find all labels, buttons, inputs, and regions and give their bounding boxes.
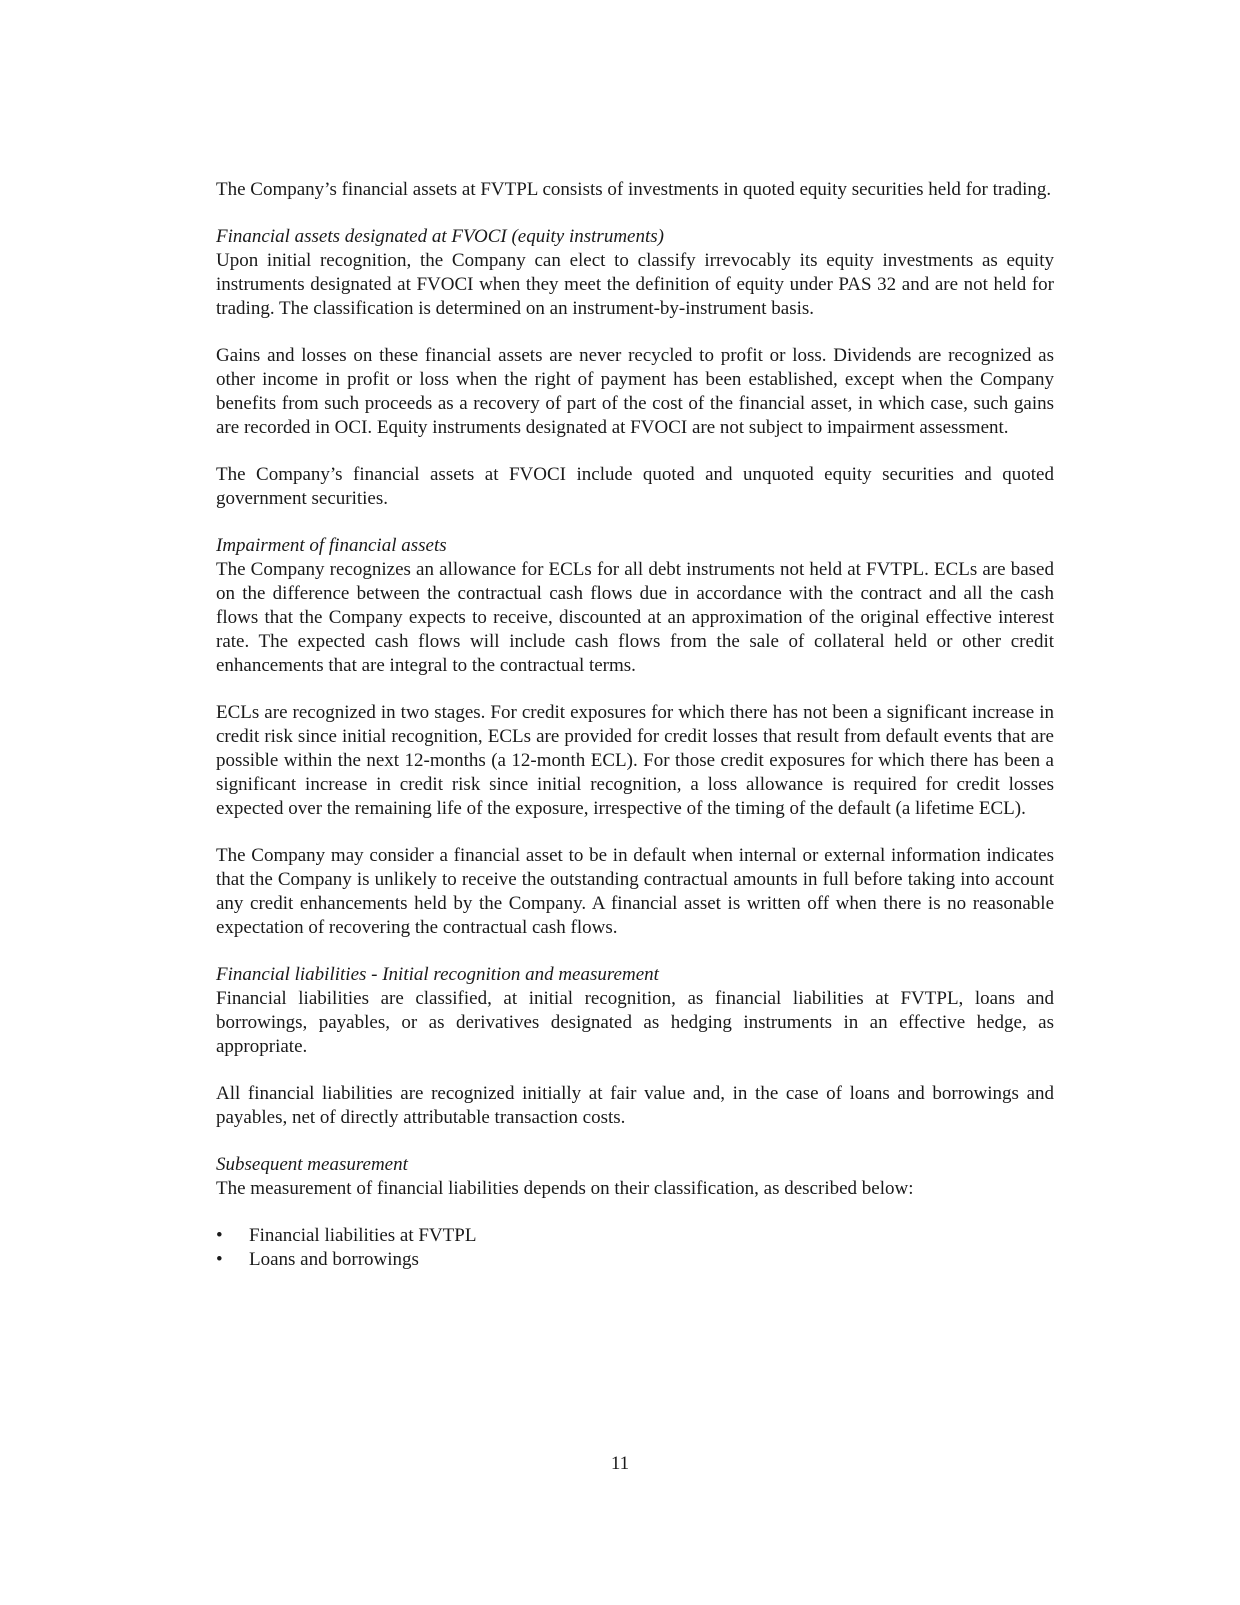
- bullet-icon: •: [216, 1225, 223, 1246]
- heading-impairment: Impairment of financial assets: [216, 535, 447, 556]
- bullet-list: [216, 1224, 1054, 1272]
- paragraph-liabilities-classification: Financial liabilities are classified, at initial recognition, as financial liabilities at FVTPL, loans and borrowings, payables, or as derivatives designated as hedging instruments in an effective hedge, as appropriate.: [216, 988, 1054, 1057]
- section-fvoci: [216, 225, 1054, 321]
- paragraph-fvoci-recognition: Upon initial recognition, the Company can elect to classify irrevocably its equity investments as equity instruments designated at FVOCI when they meet the definition of equity under PAS 32 and are not held for trading. The classification is determined on an instrument-by-instrument basis.: [216, 250, 1054, 319]
- section-liabilities: [216, 963, 1054, 1059]
- page-number: 11: [610, 1453, 630, 1474]
- paragraph-impairment-stages: ECLs are recognized in two stages. For credit exposures for which there has not been a significant increase in credit risk since initial recognition, ECLs are provided for credit losses that result from default events that are possible within the next 12-months (a 12-month ECL). For those credit exposures for which there has been a significant increase in credit risk since initial recognition, a loss allowance is required for credit losses expected over the remaining life of the exposure, irrespective of the timing of the default (a lifetime ECL).: [216, 702, 1054, 819]
- paragraph-fvtpl-assets: The Company’s financial assets at FVTPL consists of investments in quoted equity securities held for trading.: [216, 179, 1052, 200]
- paragraph-fvoci-assets: The Company’s financial assets at FVOCI include quoted and unquoted equity securities and quoted government securities.: [216, 464, 1054, 509]
- section-impairment: [216, 534, 1054, 678]
- paragraph-subsequent-measurement: The measurement of financial liabilities depends on their classification, as described below:: [216, 1178, 914, 1199]
- heading-subsequent: Subsequent measurement: [216, 1154, 408, 1175]
- paragraph-impairment-ecl: The Company recognizes an allowance for ECLs for all debt instruments not held at FVTPL. ECLs are based on the difference between the contractual cash flows due in accordance with the contract and all the cash flows that the Company expects to receive, discounted at an approximation of the original effective interest rate. The expected cash flows will include cash flows from the sale of collateral held or other credit enhancements that are integral to the contractual terms.: [216, 559, 1054, 676]
- heading-liabilities: Financial liabilities - Initial recognition and measurement: [216, 964, 659, 985]
- paragraph-liabilities-recognition: All financial liabilities are recognized initially at fair value and, in the case of loans and borrowings and payables, net of directly attributable transaction costs.: [216, 1083, 1054, 1128]
- list-item-text: Loans and borrowings: [249, 1249, 419, 1270]
- heading-fvoci: Financial assets designated at FVOCI (equity instruments): [216, 226, 664, 247]
- list-item: [216, 1248, 1054, 1272]
- document-page: [216, 178, 1054, 1272]
- paragraph-impairment-default: The Company may consider a financial asset to be in default when internal or external information indicates that the Company is unlikely to receive the outstanding contractual amounts in full before taking into account any credit enhancements held by the Company. A financial asset is written off when there is no reasonable expectation of recovering the contractual cash flows.: [216, 845, 1054, 938]
- section-subsequent: [216, 1153, 1054, 1201]
- paragraph-fvoci-gains-losses: Gains and losses on these financial assets are never recycled to profit or loss. Dividends are recognized as other income in profit or loss when the right of payment has been established, except when the Company benefits from such proceeds as a recovery of part of the cost of the financial asset, in which case, such gains are recorded in OCI. Equity instruments designated at FVOCI are not subject to impairment assessment.: [216, 345, 1054, 438]
- list-item-text: Financial liabilities at FVTPL: [249, 1225, 477, 1246]
- bullet-icon: •: [216, 1249, 223, 1270]
- list-item: [216, 1224, 1054, 1248]
